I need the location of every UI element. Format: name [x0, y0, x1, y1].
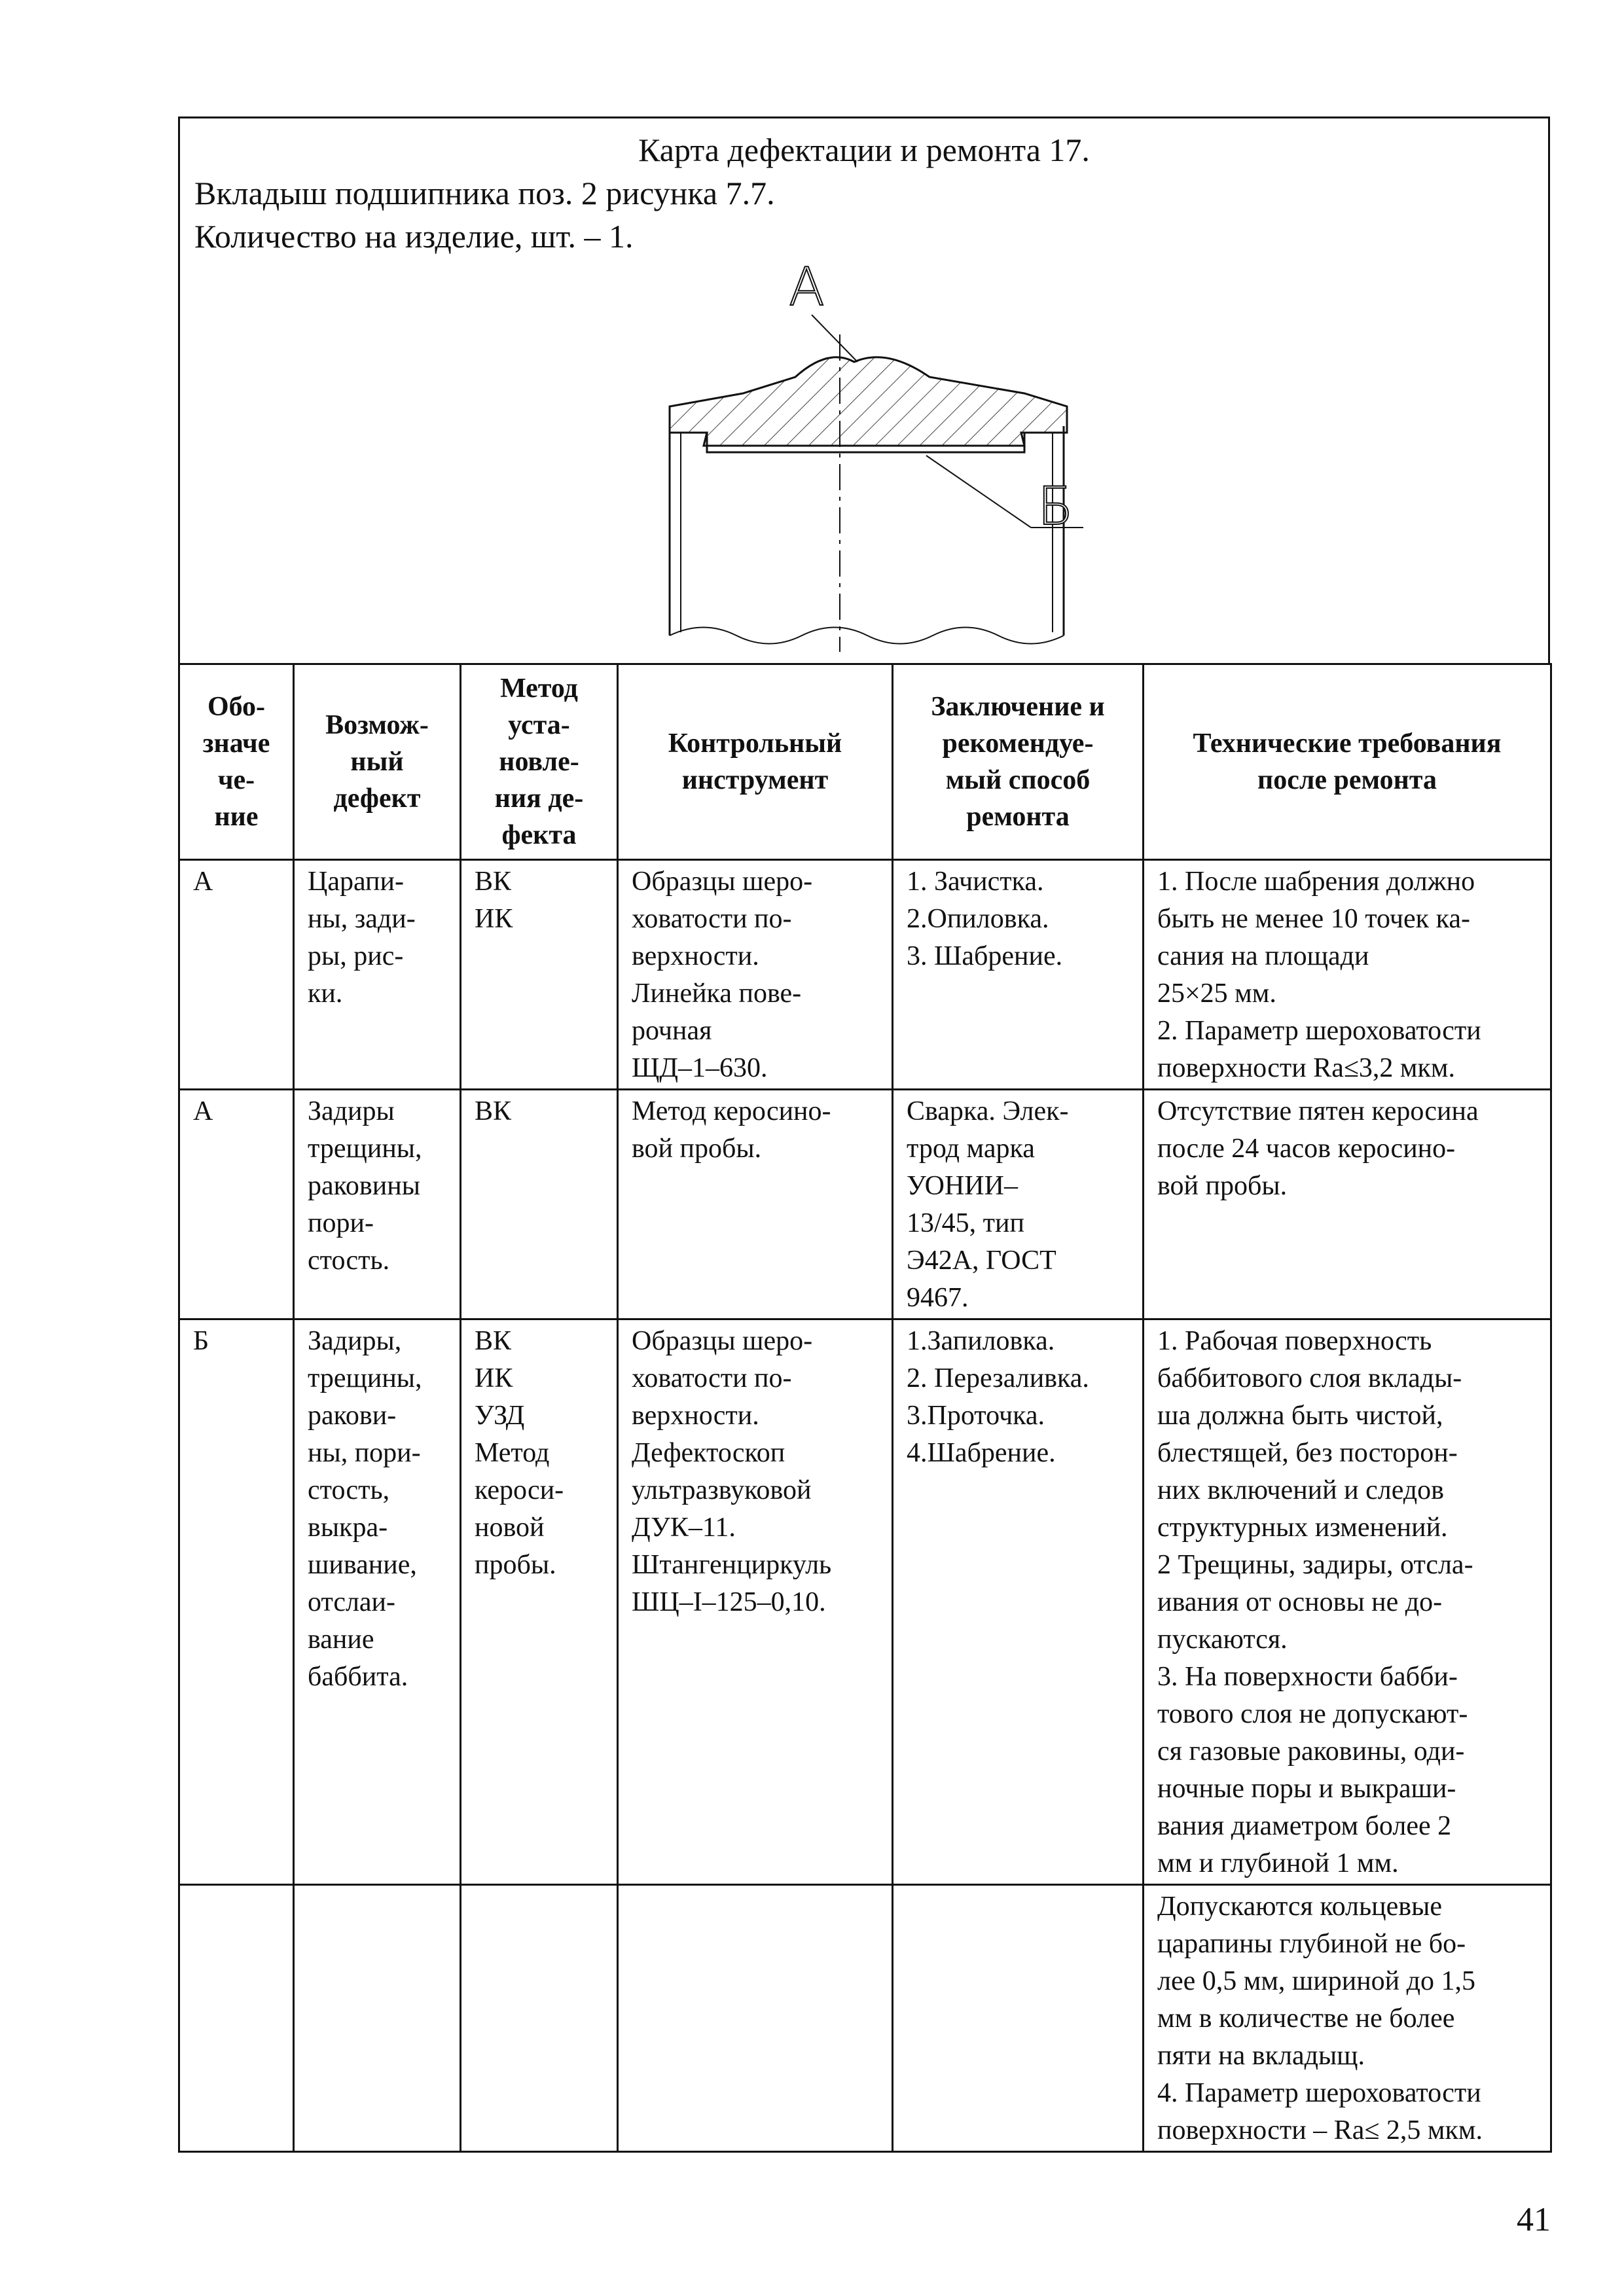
cell-line: вой пробы.: [632, 1134, 762, 1164]
cell-line: ша должна быть чистой,: [1157, 1401, 1443, 1431]
cell-line: них включений и следов: [1157, 1475, 1444, 1505]
cell-line: Сварка. Элек-: [907, 1096, 1069, 1126]
cell-line: структурных изменений.: [1157, 1513, 1448, 1543]
part-name: Вкладыш подшипника поз. 2 рисунка 7.7.: [194, 175, 775, 211]
cell-code: [179, 1090, 294, 1319]
cell-line: УЗД: [475, 1401, 525, 1431]
header-tool: [618, 664, 893, 860]
cell-code: [179, 860, 294, 1090]
header-line: Метод: [500, 673, 578, 704]
cell-tool: [618, 1090, 893, 1319]
cell-line: ны, зади-: [308, 904, 416, 934]
cell-line: ВК: [475, 1096, 512, 1126]
cell-tool: [618, 1319, 893, 1885]
cell-line: Метод: [475, 1438, 550, 1468]
cell-code: [179, 1885, 294, 2152]
cell-code: [179, 1319, 294, 1885]
cell-line: ВК: [475, 867, 512, 897]
cell-line: 3. На поверхности бабби-: [1157, 1662, 1458, 1692]
cell-repair: [893, 860, 1144, 1090]
header-line: инструмент: [681, 765, 829, 795]
cell-requirements: [1144, 1090, 1551, 1319]
cell-defect: [294, 1319, 461, 1885]
cell-line: ивания от основы не до-: [1157, 1587, 1443, 1617]
cell-line: А: [193, 867, 213, 897]
cell-line: пробы.: [475, 1550, 556, 1580]
cell-line: сания на площади: [1157, 941, 1369, 971]
cell-line: Метод керосино-: [632, 1096, 831, 1126]
cell-line: Задиры: [308, 1096, 395, 1126]
cell-line: ВК: [475, 1326, 512, 1356]
cell-line: пускаются.: [1157, 1624, 1288, 1655]
cell-requirements: [1144, 1319, 1551, 1885]
header-line: Обо-: [207, 692, 266, 722]
header-code: [179, 664, 294, 860]
cell-requirements: [1144, 860, 1551, 1090]
header-line: после ремонта: [1257, 765, 1437, 795]
page-number: 41: [1517, 2201, 1551, 2238]
label-b: Б: [1038, 476, 1074, 537]
cell-method: [461, 1319, 618, 1885]
cell-line: вой пробы.: [1157, 1171, 1288, 1201]
table-row: [179, 860, 1551, 1090]
cell-line: ры, рис-: [308, 941, 404, 971]
table-header-row: [179, 664, 1551, 860]
cell-line: вания диаметром более 2: [1157, 1811, 1452, 1841]
cell-line: ховатости по-: [632, 904, 792, 934]
table-row: [179, 1885, 1551, 2152]
cell-line: ки.: [308, 978, 343, 1009]
cell-line: стость.: [308, 1246, 390, 1276]
header-defect: [294, 664, 461, 860]
cell-line: пяти на вкладыщ.: [1157, 2041, 1365, 2071]
header-line: че-: [217, 765, 255, 795]
table-row: [179, 1319, 1551, 1885]
cell-defect: [294, 1090, 461, 1319]
cell-line: баббита.: [308, 1662, 408, 1692]
cell-line: верхности.: [632, 941, 759, 971]
cell-line: 1. Зачистка.: [907, 867, 1044, 897]
cell-line: трещины,: [308, 1363, 422, 1393]
defects-table: [178, 663, 1552, 2153]
cell-line: Дефектоскоп: [632, 1438, 785, 1468]
cell-line: новой: [475, 1513, 545, 1543]
cell-method: [461, 860, 618, 1090]
cell-defect: [294, 860, 461, 1090]
cell-line: ны, пори-: [308, 1438, 421, 1468]
cell-line: Задиры,: [308, 1326, 402, 1356]
cell-line: трод марка: [907, 1134, 1035, 1164]
header-line: ние: [214, 802, 259, 832]
cell-method: [461, 1090, 618, 1319]
cell-line: ховатости по-: [632, 1363, 792, 1393]
cell-line: 9467.: [907, 1283, 969, 1313]
cell-line: мм и глубиной 1 мм.: [1157, 1848, 1399, 1878]
cell-method: [461, 1885, 618, 2152]
cell-line: 2.Опиловка.: [907, 904, 1049, 934]
header-line: Заключение и: [931, 692, 1105, 722]
cell-line: А: [193, 1096, 213, 1126]
cell-line: выкра-: [308, 1513, 388, 1543]
defect-repair-card: [178, 117, 1550, 2153]
cell-line: трещины,: [308, 1134, 422, 1164]
cell-line: Б: [193, 1326, 209, 1356]
cell-line: Допускаются кольцевые: [1157, 1892, 1442, 1922]
cell-line: ШЦ–I–125–0,10.: [632, 1587, 826, 1617]
cell-line: Царапи-: [308, 867, 404, 897]
cell-line: 4.Шабрение.: [907, 1438, 1056, 1468]
quantity-line: Количество на изделие, шт. – 1.: [194, 218, 634, 255]
liner-section: [670, 357, 1067, 446]
header-line: Контрольный: [668, 728, 842, 759]
cell-line: поверхности Ra≤3,2 мкм.: [1157, 1053, 1455, 1083]
cell-requirements: [1144, 1885, 1551, 2152]
cell-repair: [893, 1885, 1144, 2152]
cell-line: ракови-: [308, 1401, 397, 1431]
cell-line: рочная: [632, 1016, 712, 1046]
leader-a: [812, 315, 857, 362]
cell-line: вание: [308, 1624, 374, 1655]
cell-line: 3. Шабрение.: [907, 941, 1063, 971]
cell-line: лее 0,5 мм, шириной до 1,5: [1157, 1966, 1476, 1996]
header-line: Технические требования: [1193, 728, 1502, 759]
leader-b: [926, 456, 1031, 528]
cell-line: ультразвуковой: [632, 1475, 812, 1505]
cell-tool: [618, 860, 893, 1090]
cell-line: пори-: [308, 1208, 374, 1238]
cell-line: 1. Рабочая поверхность: [1157, 1326, 1432, 1356]
cell-line: ночные поры и выкраши-: [1157, 1774, 1456, 1804]
cell-line: царапины глубиной не бо-: [1157, 1929, 1466, 1959]
header-line: ния де-: [494, 783, 584, 814]
table-row: [179, 1090, 1551, 1319]
header-line: дефект: [333, 783, 421, 814]
header-repair: [893, 664, 1144, 860]
cell-line: ЩД–1–630.: [632, 1053, 768, 1083]
cell-line: 3.Проточка.: [907, 1401, 1045, 1431]
cell-line: Э42А, ГОСТ: [907, 1246, 1056, 1276]
cell-line: 1.Запиловка.: [907, 1326, 1055, 1356]
header-line: уста-: [508, 710, 570, 740]
bearing-liner-drawing: [180, 118, 1552, 665]
cell-line: Штангенциркуль: [632, 1550, 832, 1580]
header-line: фекта: [501, 820, 577, 850]
header-line: мый способ: [945, 765, 1091, 795]
cell-defect: [294, 1885, 461, 2152]
cell-line: блестящей, без посторон-: [1157, 1438, 1458, 1468]
cell-line: отслаи-: [308, 1587, 396, 1617]
cell-line: после 24 часов керосино-: [1157, 1134, 1456, 1164]
cell-line: тового слоя не допускают-: [1157, 1699, 1468, 1729]
cell-line: стость,: [308, 1475, 390, 1505]
header-requirements: [1144, 664, 1551, 860]
cell-line: 25×25 мм.: [1157, 978, 1276, 1009]
cell-line: кероси-: [475, 1475, 564, 1505]
header-line: ремонта: [966, 802, 1070, 832]
cell-repair: [893, 1090, 1144, 1319]
cell-line: поверхности – Ra≤ 2,5 мкм.: [1157, 2115, 1483, 2145]
cell-line: УОНИИ–: [907, 1171, 1018, 1201]
cell-line: ИК: [475, 1363, 513, 1393]
cell-repair: [893, 1319, 1144, 1885]
break-line: [670, 628, 1064, 644]
header-line: ный: [350, 747, 404, 777]
cell-line: 2 Трещины, задиры, отсла-: [1157, 1550, 1473, 1580]
cell-line: Отсутствие пятен керосина: [1157, 1096, 1479, 1126]
cell-line: 2. Перезаливка.: [907, 1363, 1089, 1393]
cell-line: ся газовые раковины, оди-: [1157, 1736, 1465, 1767]
cell-line: шивание,: [308, 1550, 417, 1580]
cell-line: верхности.: [632, 1401, 759, 1431]
cell-line: ИК: [475, 904, 513, 934]
label-a: А: [789, 257, 825, 317]
header-line: значе: [202, 728, 270, 759]
cell-line: мм в количестве не более: [1157, 2003, 1455, 2034]
cell-line: 4. Параметр шероховатости: [1157, 2078, 1481, 2108]
cell-line: 1. После шабрения должно: [1157, 867, 1475, 897]
cell-line: раковины: [308, 1171, 420, 1201]
header-method: [461, 664, 618, 860]
header-line: новле-: [499, 747, 579, 777]
cell-line: Образцы шеро-: [632, 1326, 813, 1356]
cell-line: Образцы шеро-: [632, 867, 813, 897]
card-title: Карта дефектации и ремонта 17.: [638, 132, 1090, 168]
header-line: рекомендуе-: [942, 728, 1094, 759]
header-line: Возмож-: [325, 710, 429, 740]
cell-line: ДУК–11.: [632, 1513, 736, 1543]
cell-line: 13/45, тип: [907, 1208, 1024, 1238]
cell-line: 2. Параметр шероховатости: [1157, 1016, 1481, 1046]
card-header: [178, 117, 1550, 663]
cell-tool: [618, 1885, 893, 2152]
cell-line: быть не менее 10 точек ка-: [1157, 904, 1470, 934]
cell-line: Линейка пове-: [632, 978, 802, 1009]
cell-line: баббитового слоя вклады-: [1157, 1363, 1462, 1393]
